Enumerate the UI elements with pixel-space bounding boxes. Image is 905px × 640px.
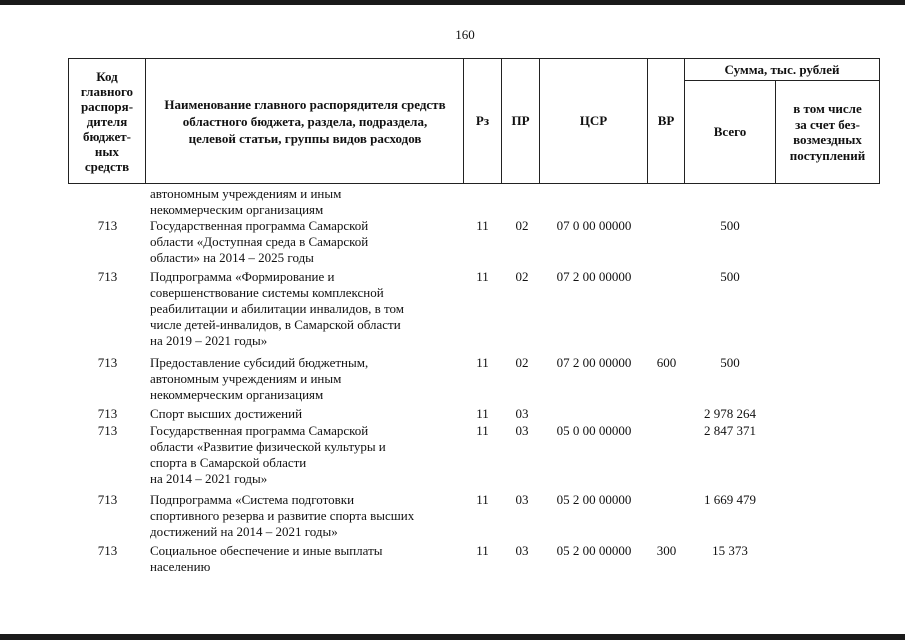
row-vr: 300 [656, 543, 677, 558]
row-total: 500 [720, 269, 740, 284]
row-code: 713 [97, 218, 118, 233]
row-rz: 11 [476, 492, 489, 507]
row-pr: 03 [515, 543, 529, 558]
row-name: Подпрограмма «Система подготовки спортивного резерва и развитие спорта высших достижений на 2014 – 2021 годы» [150, 492, 415, 539]
row-pr: 03 [515, 423, 529, 438]
row-vr: 600 [656, 355, 677, 370]
row-total: 15 373 [712, 543, 748, 558]
page-number: 160 [455, 27, 475, 42]
header-vr: ВР [657, 113, 675, 129]
row-total: 500 [720, 355, 740, 370]
row-csr: 07 2 00 00000 [556, 355, 632, 370]
row-name: Социальное обеспечение и иные выплаты населению [150, 543, 383, 574]
row-rz: 11 [476, 355, 489, 370]
row-rz: 11 [476, 543, 489, 558]
row-pr: 02 [515, 218, 529, 233]
col-line-8 [879, 58, 880, 183]
row-code: 713 [97, 269, 118, 284]
header-sum: Сумма, тыс. рублей [724, 61, 840, 77]
header-pr: ПР [511, 113, 530, 129]
row-total: 2 847 371 [704, 423, 756, 438]
row-pr: 03 [515, 492, 529, 507]
row-csr: 05 2 00 00000 [556, 492, 632, 507]
row-rz: 11 [476, 406, 489, 421]
header-free-receipts: в том числе за счет без- возмездных поступлений [789, 101, 866, 163]
row-code: 713 [97, 355, 118, 370]
header-bottom-line [68, 183, 880, 184]
row-total: 2 978 264 [704, 406, 756, 421]
col-line-1 [145, 58, 146, 183]
row-code: 713 [97, 543, 118, 558]
header-code: Код главного распоря- дителя бюджет- ных средств [80, 68, 134, 174]
row-name: Государственная программа Самарской области «Доступная среда в Самарской области» на 2014 – 2025 годы [150, 218, 369, 265]
row-csr: 07 0 00 00000 [556, 218, 632, 233]
row-csr: 05 2 00 00000 [556, 543, 632, 558]
bottom-scan-border [0, 634, 905, 640]
row-name: Подпрограмма «Формирование и совершенствование системы комплексной реабилитации и абилитации инвалидов, в том числе детей-инвалидов, в Самарской области на 2019 – 2021 годы» [150, 269, 405, 348]
row-name: Государственная программа Самарской области «Развитие физической культуры и спорта в Самарской области на 2014 – 2021 годы» [150, 423, 386, 486]
row-code: 713 [97, 423, 118, 438]
row-csr: 05 0 00 00000 [556, 423, 632, 438]
row-total: 1 669 479 [704, 492, 756, 507]
header-rz: Рз [475, 113, 490, 129]
row-code: 713 [97, 406, 118, 421]
header-total: Всего [713, 124, 747, 140]
header-csr: ЦСР [579, 113, 608, 129]
row-pr: 02 [515, 269, 529, 284]
row-code: 713 [97, 492, 118, 507]
row-rz: 11 [476, 218, 489, 233]
row-pr: 03 [515, 406, 529, 421]
row-name: Спорт высших достижений [150, 406, 303, 421]
row-rz: 11 [476, 269, 489, 284]
header-name: Наименование главного распорядителя средств областного бюджета, раздела, подраздела, целевой статьи, группы видов расходов [164, 96, 446, 146]
continuation-text: автономным учреждениям и иным некоммерческим организациям [150, 186, 342, 217]
row-total: 500 [720, 218, 740, 233]
row-name: Предоставление субсидий бюджетным, автономным учреждениям и иным некоммерческим организациям [150, 355, 369, 402]
row-pr: 02 [515, 355, 529, 370]
row-csr: 07 2 00 00000 [556, 269, 632, 284]
top-scan-border [0, 0, 905, 5]
row-rz: 11 [476, 423, 489, 438]
